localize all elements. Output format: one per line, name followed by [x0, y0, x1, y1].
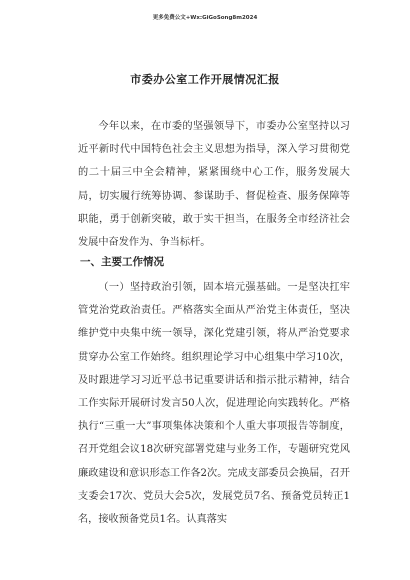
- body-paragraph: （一）坚持政治引领，固本培元强基础。一是坚决扛牢管党治党政治责任。严格落实全面从严治党主体责任，坚决维护党中央集中统一领导，深化党建引领，将从严治党要求贯穿办公室工作始终。组织理论学习中心组集中学习10次，及时跟进学习习近平总书记重要讲话和指示批示精神，结合工作实际开展研讨发言50人次，促进理论向实践转化。严格执行“三重一大”事项集体决策和个人重大事项报告等制度，召开党组会议18次研究部署党建与业务工作，专题研究党风廉政建设和意识形态工作各2次。完成支部委员会换届，召开支委会17次、党员大会5次，发展党员7名、预备党员转正1名，接收预备党员1名。认真落实: [78, 282, 350, 526]
- section-heading: 一、主要工作情况: [80, 256, 164, 268]
- intro-paragraph: 今年以来，在市委的坚强领导下，市委办公室坚持以习近平新时代中国特色社会主义思想为指导，深入学习贯彻党的二十届三中全会精神，紧紧围绕中心工作，服务发展大局，切实履行统筹协调、参谋助手、督促检查、服务保障等职能，勇于创新突破，敢于实干担当，在服务全市经济社会发展中奋发作为、争当标杆。: [78, 121, 350, 249]
- document-title: 市委办公室工作开展情况汇报: [130, 73, 280, 86]
- header-note: 更多免费公文+Wx:GiGoSong8m2024: [152, 15, 258, 21]
